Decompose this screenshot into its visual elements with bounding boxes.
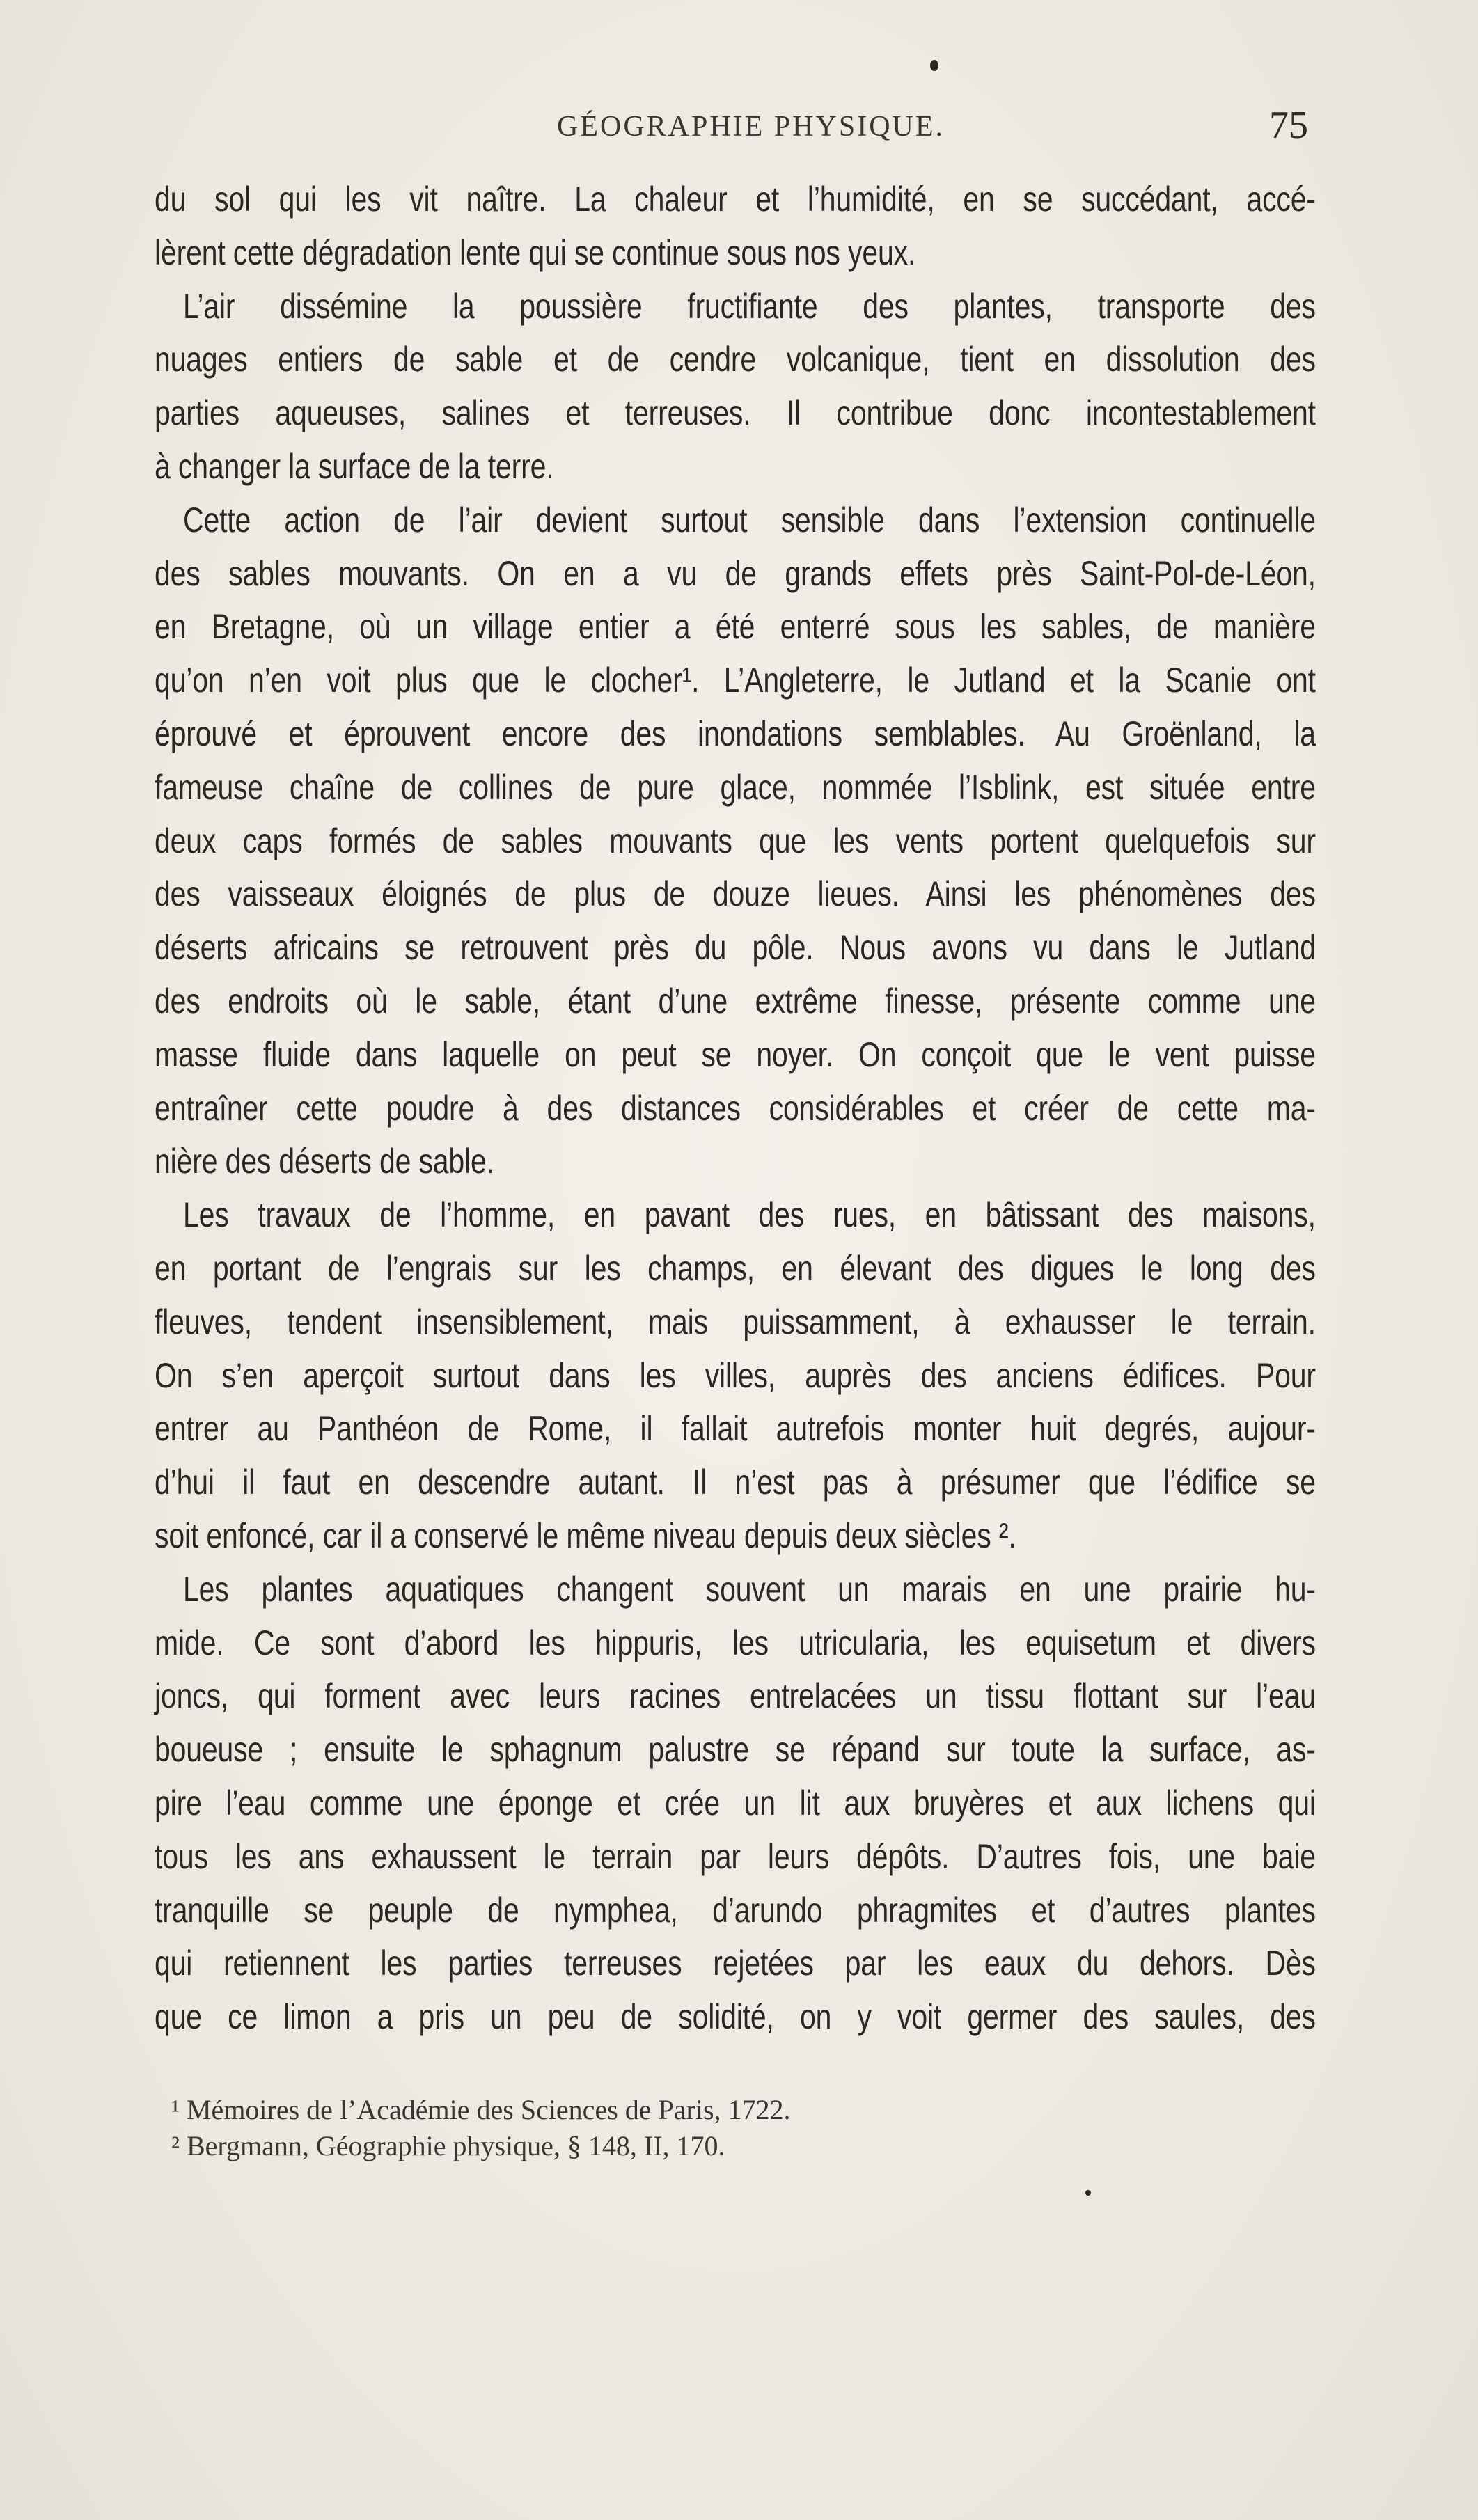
text-line: fameuse chaîne de collines de pure glace, nommée l’Isblink, est située entre xyxy=(155,767,1316,807)
running-head: GÉOGRAPHIE PHYSIQUE. xyxy=(557,111,945,143)
text-line: L’air dissémine la poussière fructifiante des plantes, transporte des xyxy=(183,286,1316,326)
text-line: masse fluide dans laquelle on peut se noyer. On conçoit que le vent puisse xyxy=(155,1034,1316,1074)
text-line: parties aqueuses, salines et terreuses. Il contribue donc incontestablement xyxy=(155,393,1316,433)
text-line: Les travaux de l’homme, en pavant des rues, en bâtissant des maisons, xyxy=(183,1195,1316,1235)
ink-speck xyxy=(930,60,938,71)
text-line: en Bretagne, où un village entier a été enterré sous les sables, de manière xyxy=(155,607,1316,647)
text-line: lèrent cette dégradation lente qui se continue sous nos yeux. xyxy=(155,233,916,272)
text-line: fleuves, tendent insensiblement, mais puissamment, à exhausser le terrain. xyxy=(155,1302,1316,1341)
text-line: Les plantes aquatiques changent souvent un marais en une prairie hu- xyxy=(183,1569,1316,1609)
text-line: nière des déserts de sable. xyxy=(155,1142,494,1181)
ink-speck xyxy=(1085,2190,1091,2196)
text-line: tous les ans exhaussent le terrain par leurs dépôts. D’autres fois, une baie xyxy=(155,1836,1316,1876)
text-line: qui retiennent les parties terreuses rejetées par les eaux du dehors. Dès xyxy=(155,1944,1316,1983)
text-line: joncs, qui forment avec leurs racines entrelacées un tissu flottant sur l’eau xyxy=(155,1676,1316,1716)
text-line: qu’on n’en voit plus que le clocher¹. L’Angleterre, le Jutland et la Scanie ont xyxy=(155,661,1316,700)
text-line: entraîner cette poudre à des distances considérables et créer de cette ma- xyxy=(155,1088,1316,1128)
text-line: des vaisseaux éloignés de plus de douze lieues. Ainsi les phénomènes des xyxy=(155,874,1316,914)
text-line: Cette action de l’air devient surtout sensible dans l’extension continuelle xyxy=(183,500,1316,540)
text-line: que ce limon a pris un peu de solidité, on y voit germer des saules, des xyxy=(155,1997,1316,2037)
footnotes xyxy=(171,2092,1285,2164)
footnote: ² Bergmann, Géographie physique, § 148, II, 170. xyxy=(171,2130,725,2161)
text-line: en portant de l’engrais sur les champs, en élevant des digues le long des xyxy=(155,1248,1316,1288)
text-line: tranquille se peuple de nymphea, d’arundo phragmites et d’autres plantes xyxy=(155,1890,1316,1930)
footnote: ¹ Mémoires de l’Académie des Sciences de Paris, 1722. xyxy=(171,2094,791,2125)
text-line: nuages entiers de sable et de cendre volcanique, tient en dissolution des xyxy=(155,340,1316,379)
text-line: déserts africains se retrouvent près du pôle. Nous avons vu dans le Jutland xyxy=(155,928,1316,968)
text-line: des endroits où le sable, étant d’une extrême finesse, présente comme une xyxy=(155,981,1316,1021)
text-line: soit enfoncé, car il a conservé le même niveau depuis deux siècles ². xyxy=(155,1515,1016,1555)
text-line: d’hui il faut en descendre autant. Il n’est pas à présumer que l’édifice se xyxy=(155,1463,1316,1502)
text-line: deux caps formés de sables mouvants que les vents portent quelquefois sur xyxy=(155,821,1316,860)
text-line: boueuse ; ensuite le sphagnum palustre se répand sur toute la surface, as- xyxy=(155,1730,1316,1770)
text-line: des sables mouvants. On en a vu de grands effets près Saint-Pol-de-Léon, xyxy=(155,553,1316,593)
page-number: 75 xyxy=(1269,104,1308,147)
text-line: mide. Ce sont d’abord les hippuris, les utricularia, les equisetum et divers xyxy=(155,1623,1316,1662)
text-line: du sol qui les vit naître. La chaleur et l’humidité, en se succédant, accé- xyxy=(155,180,1316,219)
text-line: On s’en aperçoit surtout dans les villes, auprès des anciens édifices. Pour xyxy=(155,1355,1316,1395)
text-line: à changer la surface de la terre. xyxy=(155,446,554,486)
text-line: entrer au Panthéon de Rome, il fallait autrefois monter huit degrés, aujour- xyxy=(155,1409,1316,1449)
text-line: éprouvé et éprouvent encore des inondations semblables. Au Groënland, la xyxy=(155,714,1316,753)
page-header xyxy=(0,97,1478,146)
text-line: pire l’eau comme une éponge et crée un lit aux bruyères et aux lichens qui xyxy=(155,1783,1316,1822)
body-text xyxy=(155,173,1316,2044)
